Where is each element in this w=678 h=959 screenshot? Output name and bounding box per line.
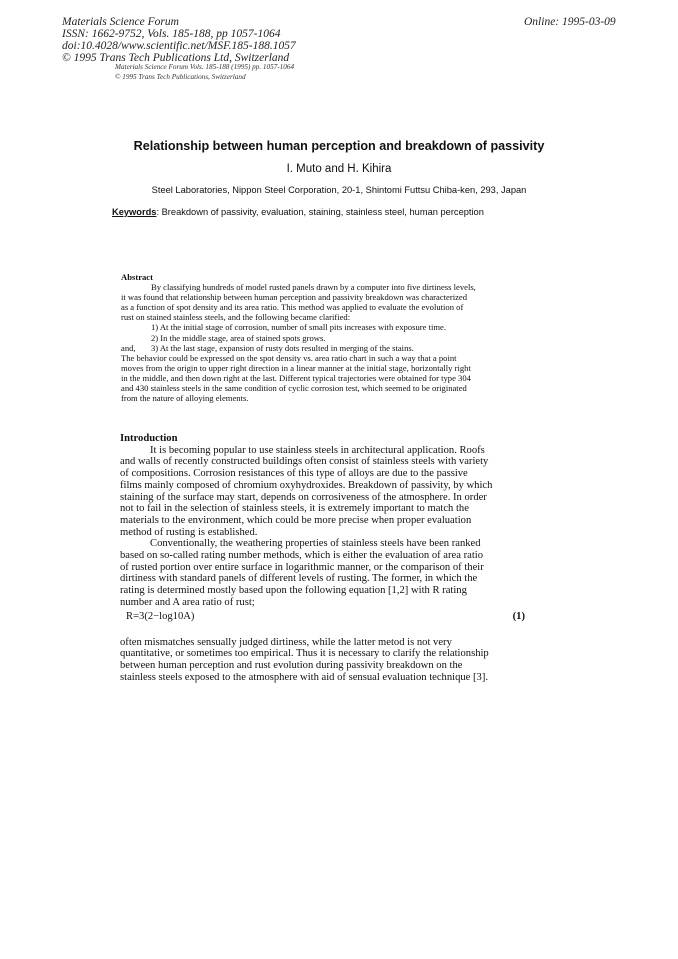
abstract-line: The behavior could be expressed on the spot density vs. area ratio chart in such a way that a point — [121, 352, 457, 363]
intro-line: of rusted portion over entire surface in logarithmic manner, or the comparison of their — [120, 561, 484, 573]
intro-line: materials to the environment, which could be more precise when proper evaluation — [120, 514, 472, 526]
abstract-heading: Abstract — [121, 272, 153, 282]
abstract-line: from the nature of alloying elements. — [121, 393, 249, 404]
abstract-line: rust on stained stainless steels, and the following became clarified: — [121, 312, 351, 323]
abstract-section — [121, 272, 526, 403]
abstract-line: moves from the origin to upper right direction in a linear manner at the initial stage, horizontally right — [121, 362, 471, 373]
intro-line: rating is determined mostly based upon the following equation [1,2] with R rating — [120, 585, 467, 597]
intro-line: dirtiness with standard panels of different levels of rusting. The former, in which the — [120, 573, 478, 585]
intro-line: films mainly composed of chromium oxyhydroxides. Breakdown of passivity, by which — [120, 479, 493, 491]
intro-line: quantitative, or sometimes too empirical. Thus it is necessary to clarify the relationship — [120, 648, 489, 660]
intro-line: between human perception and rust evolution during passivity breakdown on the — [120, 659, 463, 671]
abstract-line — [121, 343, 526, 353]
keywords — [112, 207, 484, 217]
intro-line: number and A area ratio of rust; — [120, 596, 255, 608]
abstract-and-label: and, — [121, 342, 136, 353]
keywords-text: : Breakdown of passivity, evaluation, staining, stainless steel, human perception — [156, 207, 484, 217]
intro-line: not to fail in the selection of stainless steels, it is extremely important to match the — [120, 503, 469, 515]
keywords-label: Keywords — [112, 207, 157, 217]
journal-name: Materials Science Forum — [62, 16, 179, 28]
original-header-line1: Materials Science Forum Vols. 185-188 (1995) pp. 1057-1064 — [115, 63, 295, 71]
intro-line: and walls of recently constructed buildings often consist of stainless steels with variety — [120, 456, 489, 468]
abstract-line: 1) At the initial stage of corrosion, number of small pits increases with exposure time. — [151, 322, 446, 333]
intro-line: It is becoming popular to use stainless steels in architectural application. Roofs — [150, 444, 485, 456]
abstract-line: as a function of spot density and its area ratio. This method was applied to evaluate the evolution of — [121, 302, 464, 313]
issn-line: ISSN: 1662-9752, Vols. 185-188, pp 1057-1064 — [62, 28, 281, 40]
copyright-line: © 1995 Trans Tech Publications Ltd, Switzerland — [62, 52, 290, 64]
doi-line[interactable]: doi:10.4028/www.scientific.net/MSF.185-188.1057 — [62, 40, 296, 52]
abstract-line: it was found that relationship between human perception and passivity breakdown was characterized — [121, 292, 468, 303]
intro-line: based on so-called rating number methods, which is either the evaluation of area ratio — [120, 550, 484, 562]
intro-line: stainless steels exposed to the atmosphere with aid of sensual evaluation technique [3]. — [120, 671, 489, 683]
equation-number: (1) — [512, 610, 525, 622]
abstract-line-text: 3) At the last stage, expansion of rusty dots resulted in merging of the stains. — [151, 342, 414, 353]
paper-affiliation: Steel Laboratories, Nippon Steel Corporation, 20-1, Shintomi Futtsu Chiba-ken, 293, Japan — [151, 185, 527, 195]
abstract-line: 2) In the middle stage, area of stained spots grows. — [151, 332, 326, 343]
abstract-line: in the middle, and then down right at the last. Different typical trajectories were obtained for type 304 — [121, 372, 471, 383]
introduction-section — [120, 433, 525, 683]
introduction-heading: Introduction — [120, 433, 178, 444]
abstract-line: By classifying hundreds of model rusted panels drawn by a computer into five dirtiness levels, — [151, 282, 476, 293]
paper-title: Relationship between human perception and breakdown of passivity — [133, 139, 545, 153]
online-date: Online: 1995-03-09 — [524, 16, 616, 28]
equation: R=3(2−log10A) — [126, 610, 195, 622]
intro-line: Conventionally, the weathering properties of stainless steels have been ranked — [150, 538, 481, 550]
paper-authors: I. Muto and H. Kihira — [286, 163, 392, 175]
equation-row — [120, 611, 525, 627]
intro-line: of compositions. Corrosion resistances of this type of alloys are due to the passive — [120, 468, 468, 480]
original-header-line2: © 1995 Trans Tech Publications, Switzerland — [115, 73, 246, 81]
intro-line: staining of the surface may start, depends on corrosiveness of the atmosphere. In order — [120, 491, 487, 503]
intro-line: method of rusting is established. — [120, 526, 258, 538]
intro-line: often mismatches sensually judged dirtiness, while the latter metod is not very — [120, 636, 452, 648]
abstract-line: and 430 stainless steels in the same condition of cyclic corrosion test, which seemed to be originated — [121, 383, 467, 394]
